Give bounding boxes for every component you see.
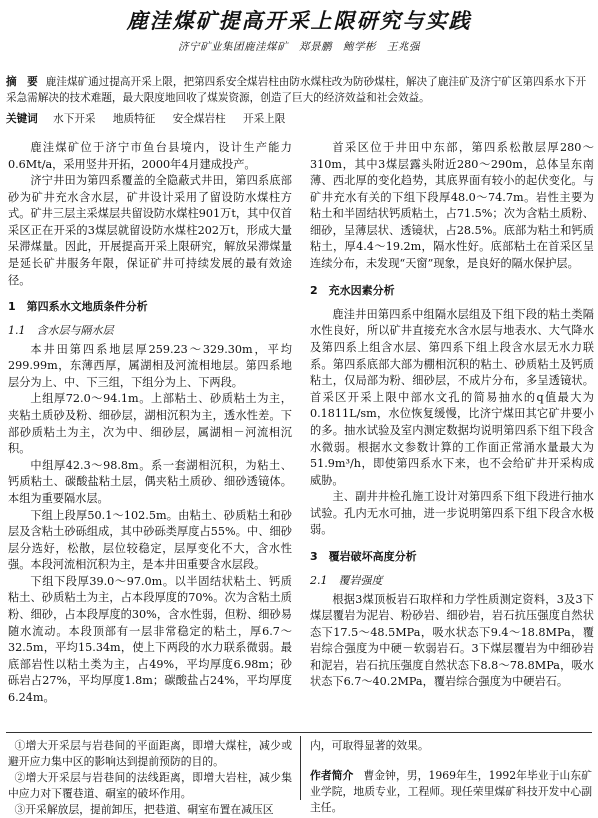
body-paragraph: 下组下段厚39.0～97.0m。以半固结状粘土、钙质粘土、砂质粘土为主，占本段厚度的70%。次为含粘土质粉、细砂，占本段厚度的30%，含水性弱，但粉、细砂易随水流动。本段顶部有一层非常稳定的粘土，厚6.7～32.5m，平均15.34m，使上下两段的水力联系微弱。最底部岩性以粘土类为主，占49%，平均厚度6.98m；砂砾岩占27%，平均厚度1.8m；碳酸盐占24%，平均厚度6.24m。 [8,574,292,704]
body-paragraph: 主、副井井检孔施工设计对第四系下组下段进行抽水试验。孔内无水可抽，进一步说明第四系下组下段含水极弱。 [310,490,594,537]
body-paragraph: 鹿洼煤矿位于济宁市鱼台县境内，设计生产能力0.6Mt/a，采用竖井开拓，2000年4月建成投产。 [8,141,292,171]
bio-label: 作者简介 [310,768,354,782]
left-column [8,140,292,706]
footnote-item: ③开采解放层，提前卸压，把巷道、硐室布置在减压区 [14,802,274,816]
body-paragraph: 根据3煤顶板岩石取样和力学性质测定资料，3及3下煤层覆岩为泥岩、粉砂岩、细砂岩，岩石抗压强度自然状态下17.5～48.5MPa，吸水状态下9.4～18.8MPa，覆岩综合强度为中硬－软弱岩石。3下煤层覆岩为中细砂岩和泥岩，岩石抗压强度自然状态下8.8～78.8MPa，吸水状态下6.7～40.2MPa，覆岩综合强度为中硬岩石。 [310,592,594,689]
body-paragraph: 鹿洼井田第四系中组隔水层组及下组下段的粘土类隔水性良好，所以矿井直接充水含水层与地表水、大气降水及第四系上组含水层、第四系下组上段含水层无水力联系。第四系底部大部为棚相沉积的粘土、砂质粘土及钙质粘土，仅局部为粉、细砂层，不成片分布，多呈透镜状。首采区开采上限中部水文孔的简易抽水的q值最大为0.1811L/sm，水位恢复缓慢，比济宁煤田其它矿井要小的多。抽水试验及室内测定数据均说明第四系下组下段含水微弱。根据水文参数计算的工作面正常涌水量最大为51.9m³/h，即使第四系水下来，也不会给矿井开采构成威胁。 [310,307,594,487]
abstract [6,75,592,106]
keyword: 地质特征 [112,113,156,125]
keyword: 开采上限 [243,113,286,125]
body-paragraph: 下组上段厚50.1～102.5m。由粘土、砂质粘土和砂层及含粘土砂砾组成，其中砂砾类厚度占55%。中、细砂层分选好，松散，层位较稳定，层厚变化不大，含水性强。本段河流相沉积为主，是本井田重要含水层段。 [8,508,292,572]
body-paragraph: 本井田第四系地层厚259.23～329.30m，平均299.99m，东薄西厚，属湖相及河流相地层。第四系地层分为上、中、下三组，下组分为上、下两段。 [8,342,292,389]
footer-right [310,738,592,816]
authors-line: 济宁矿业集团鹿洼煤矿 郑景鹏 鲍学彬 王兆强 [178,41,420,53]
author-bio [310,768,592,816]
continuation-text: 内，可取得显著的效果。 [310,739,429,752]
keyword: 安全煤岩柱 [172,113,226,125]
footer-left [8,738,292,818]
body-paragraph: 中组厚42.3～98.8m。系一套湖相沉积，为粘土、钙质粘土、碳酸盐粘土层，偶夹粘土质砂、细砂透镜体。本组为重要隔水层。 [8,458,292,505]
keyword: 水下开采 [53,113,96,125]
abstract-label: 摘 要 [6,76,38,88]
keywords [6,112,299,128]
section-heading: 3 覆岩破坏高度分析 [310,549,417,563]
article-title: 鹿洼煤矿提高开采上限研究与实践 [126,9,472,33]
footnote-item: ②增大开采层与岩巷间的法线距离，即增大岩柱，减少集中应力对下覆巷道、硐室的破坏作用。 [8,770,292,800]
subsection-heading: 2.1 覆岩强度 [310,574,383,588]
body-paragraph: 上组厚72.0～94.1m。上部粘土、砂质粘土为主，夹粘土质砂及粉、细砂层，湖相沉积为主，透水性差。下部砂质粘土为主，次为中、细砂层，属湖相－河流相沉积。 [8,392,292,456]
footnote-item: ①增大开采层与岩巷间的平面距离，即增大煤柱，减少或避开应力集中区的影响达到提前预防的目的。 [8,739,292,768]
subsection-heading: 1.1 含水层与隔水层 [8,324,114,338]
footer-column-divider [300,736,301,800]
section-heading: 1 第四系水文地质条件分析 [8,300,148,314]
keywords-label: 关键词 [6,113,38,125]
body-paragraph: 济宁井田为第四系覆盖的全隐蔽式井田，第四系底部砂为矿井充水含水层，矿井设计采用了留设防水煤柱方式。矿井三层主采煤层共留设防水煤柱901万t，其中仅首采区正在开采的3煤层就留设防水煤柱202万t，形成大量呆滞煤量。因此，开展提高开采上限研究，解放呆滞煤量是延长矿井服务年限，保证矿井可持续发展的最有效途径。 [8,174,292,287]
right-column [310,140,594,691]
abstract-text: 鹿洼煤矿通过提高开采上限，把第四系安全煤岩柱由防水煤柱改为防砂煤柱，解决了鹿洼矿及济宁矿区第四系水下开采急需解决的技术难题，最大限度地回收了煤炭资源，创造了巨大的经济效益和社会效益。 [6,76,587,104]
body-paragraph: 首采区位于井田中东部，第四系松散层厚280～310m，其中3煤层露头附近280～290m，总体呈东南薄、西北厚的变化趋势，其底界面有较小的起伏变化。与矿井充水有关的下组下段厚48.0～74.7m。岩性主要为粘土和半固结状钙质粘土，占71.5%；次为含粘土质粉、细砂，呈薄层状、透镜状，占28.5%。底部为粘土和钙质粘土，厚4.4～19.2m，隔水性好。底部粘土在首采区呈连续分布，未发现“天窗”现象，是良好的隔水保护层。 [310,141,594,271]
footer-divider [6,732,592,733]
bio-text: 曹金钟，男，1969年生，1992年毕业于山东矿业学院，地质专业，工程师。现任荣里煤矿科技开发中心副主任。 [310,768,593,814]
section-heading: 2 充水因素分析 [310,283,395,297]
